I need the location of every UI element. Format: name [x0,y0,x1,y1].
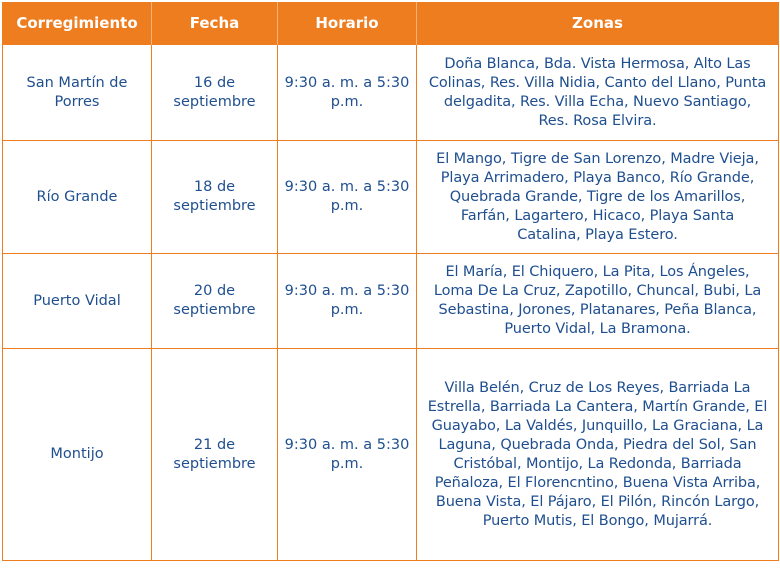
cell-zonas: Doña Blanca, Bda. Vista Hermosa, Alto Las Colinas, Res. Villa Nidia, Canto del Llano, Punta delgadita, Res. Villa Echa, Nuevo Santiago, Res. Rosa Elvira. [417,45,779,141]
header-fecha: Fecha [152,2,278,45]
cell-horario: 9:30 a. m. a 5:30 p.m. [278,45,417,141]
cell-corregimiento: Montijo [3,349,152,561]
cell-horario: 9:30 a. m. a 5:30 p.m. [278,254,417,349]
cell-zonas: El María, El Chiquero, La Pita, Los Ángeles, Loma De La Cruz, Zapotillo, Chuncal, Bubi, La Sebastina, Jorones, Platanares, Peña Blanca, Puerto Vidal, La Bramona. [417,254,779,349]
header-zonas: Zonas [417,2,779,45]
cell-fecha: 21 de septiembre [152,349,278,561]
header-horario: Horario [278,2,417,45]
cell-corregimiento: Puerto Vidal [3,254,152,349]
cell-zonas: El Mango, Tigre de San Lorenzo, Madre Vieja, Playa Arrimadero, Playa Banco, Río Grande, Quebrada Grande, Tigre de los Amarillos, Farfán, Lagartero, Hicaco, Playa Santa Catalina, Playa Estero. [417,141,779,254]
cell-horario: 9:30 a. m. a 5:30 p.m. [278,349,417,561]
header-row [3,2,779,45]
cell-corregimiento: San Martín de Porres [3,45,152,141]
table-row [3,254,779,349]
schedule-table [2,2,779,561]
table-row [3,45,779,141]
table-row [3,349,779,561]
cell-fecha: 20 de septiembre [152,254,278,349]
cell-fecha: 18 de septiembre [152,141,278,254]
table-row [3,141,779,254]
header-corregimiento: Corregimiento [3,2,152,45]
cell-zonas: Villa Belén, Cruz de Los Reyes, Barriada La Estrella, Barriada La Cantera, Martín Grande, El Guayabo, La Valdés, Junquillo, La Graciana, La Laguna, Quebrada Onda, Piedra del Sol, San Cristóbal, Montijo, La Redonda, Barriada Peñaloza, El Florencntino, Buena Vista Arriba, Buena Vista, El Pájaro, El Pilón, Rincón Largo, Puerto Mutis, El Bongo, Mujarrá. [417,349,779,561]
cell-corregimiento: Río Grande [3,141,152,254]
cell-horario: 9:30 a. m. a 5:30 p.m. [278,141,417,254]
cell-fecha: 16 de septiembre [152,45,278,141]
